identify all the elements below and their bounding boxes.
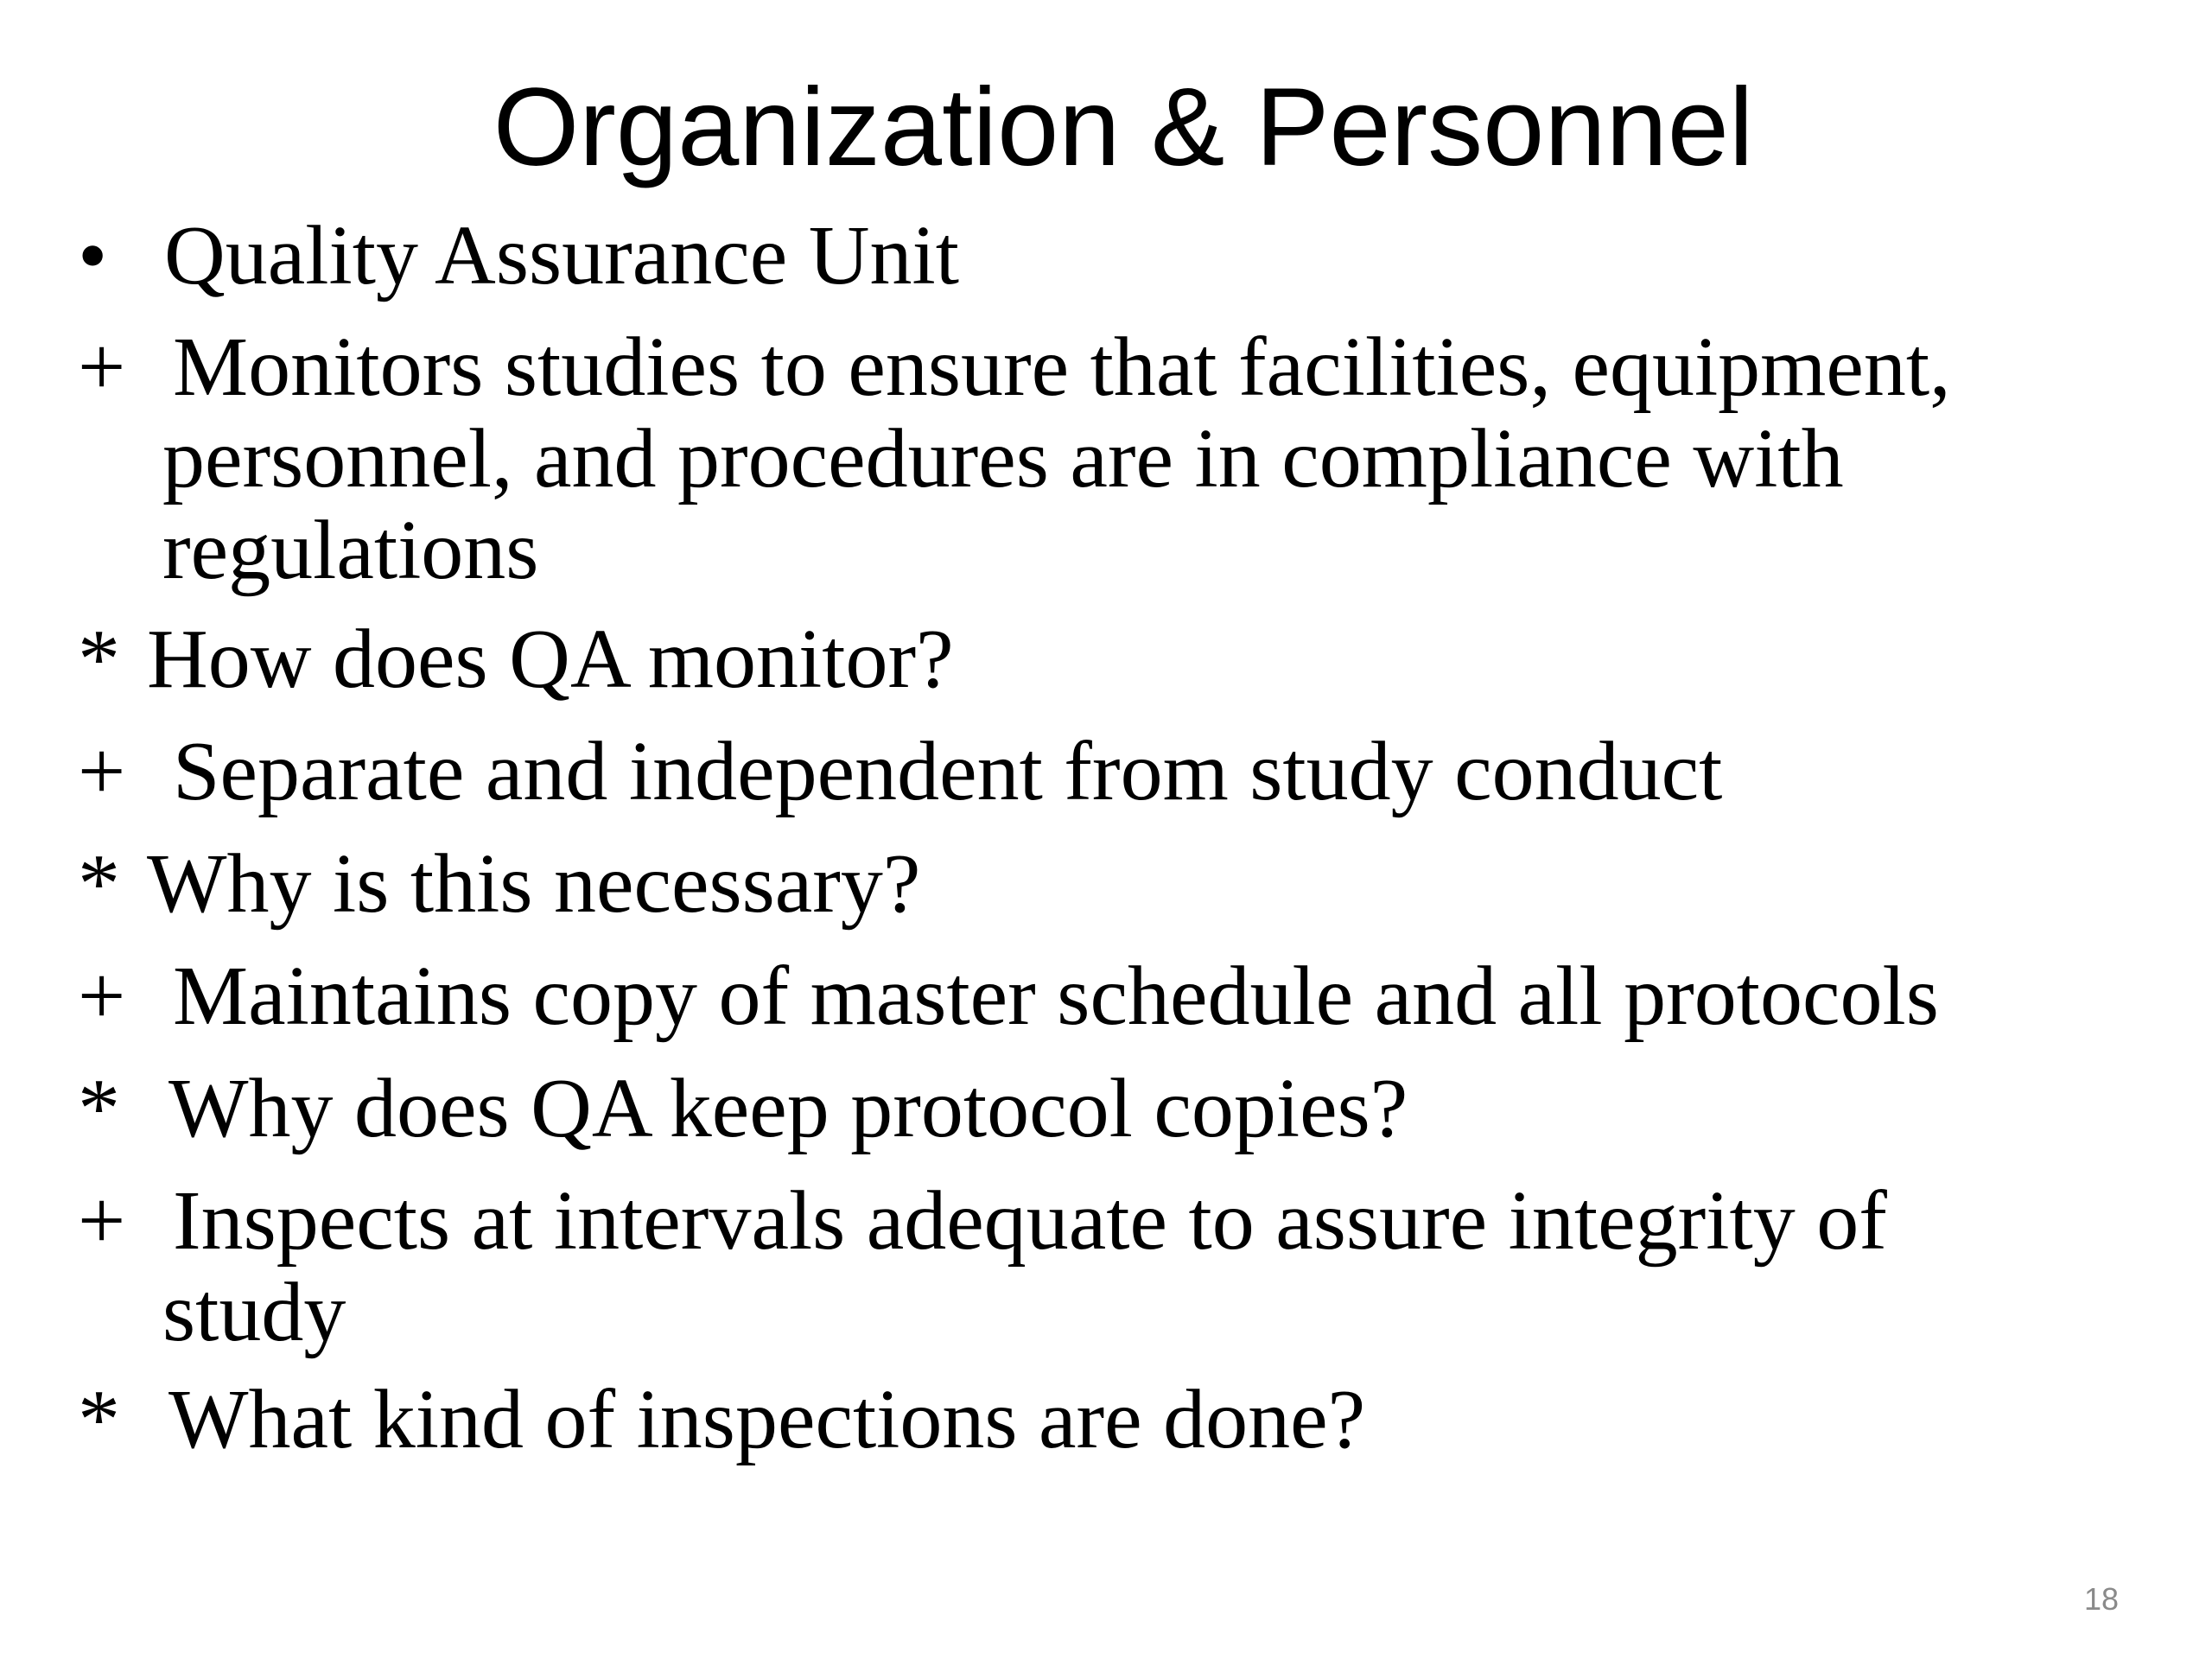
list-item-line: Quality Assurance Unit [164, 209, 959, 302]
plus-marker: + [78, 321, 126, 414]
list-item-line: regulations [162, 504, 539, 597]
asterisk-marker: * [78, 1373, 120, 1466]
list-item-line: study [162, 1266, 346, 1359]
asterisk-marker: * [78, 613, 120, 706]
list-item-text [168, 1063, 1408, 1154]
list-item-line: Why does QA keep protocol copies? [168, 1062, 1408, 1155]
page-number: 18 [2083, 1581, 2119, 1617]
list-item-text [173, 950, 1939, 1042]
bullet-marker: • [78, 209, 108, 302]
list-item-line: How does QA monitor? [147, 613, 954, 706]
list-item-text [162, 1174, 1887, 1359]
list-item-line: Why is this necessary? [147, 837, 921, 931]
list-item-line: Maintains copy of master schedule and all protocols [173, 950, 1939, 1043]
list-item-line: Inspects at intervals adequate to assure integrity of [173, 1174, 1887, 1268]
list-item-line: Separate and independent from study conduct [173, 725, 1723, 818]
list-item-text [168, 1374, 1365, 1465]
list-item-text [164, 210, 959, 302]
asterisk-marker: * [78, 837, 120, 931]
list-item-line: personnel, and procedures are in compliance with [162, 412, 1844, 505]
list-item-text [173, 726, 1722, 817]
list-item-line: Monitors studies to ensure that facilities, equipment, [173, 321, 1951, 414]
plus-marker: + [78, 950, 126, 1043]
list-item-text [162, 321, 1951, 597]
plus-marker: + [78, 725, 126, 818]
plus-marker: + [78, 1174, 126, 1268]
slide-title: Organization & Personnel [493, 66, 1754, 189]
asterisk-marker: * [78, 1062, 120, 1155]
list-item-text [147, 838, 920, 930]
list-item-line: What kind of inspections are done? [168, 1373, 1366, 1466]
list-item-text [147, 613, 954, 705]
